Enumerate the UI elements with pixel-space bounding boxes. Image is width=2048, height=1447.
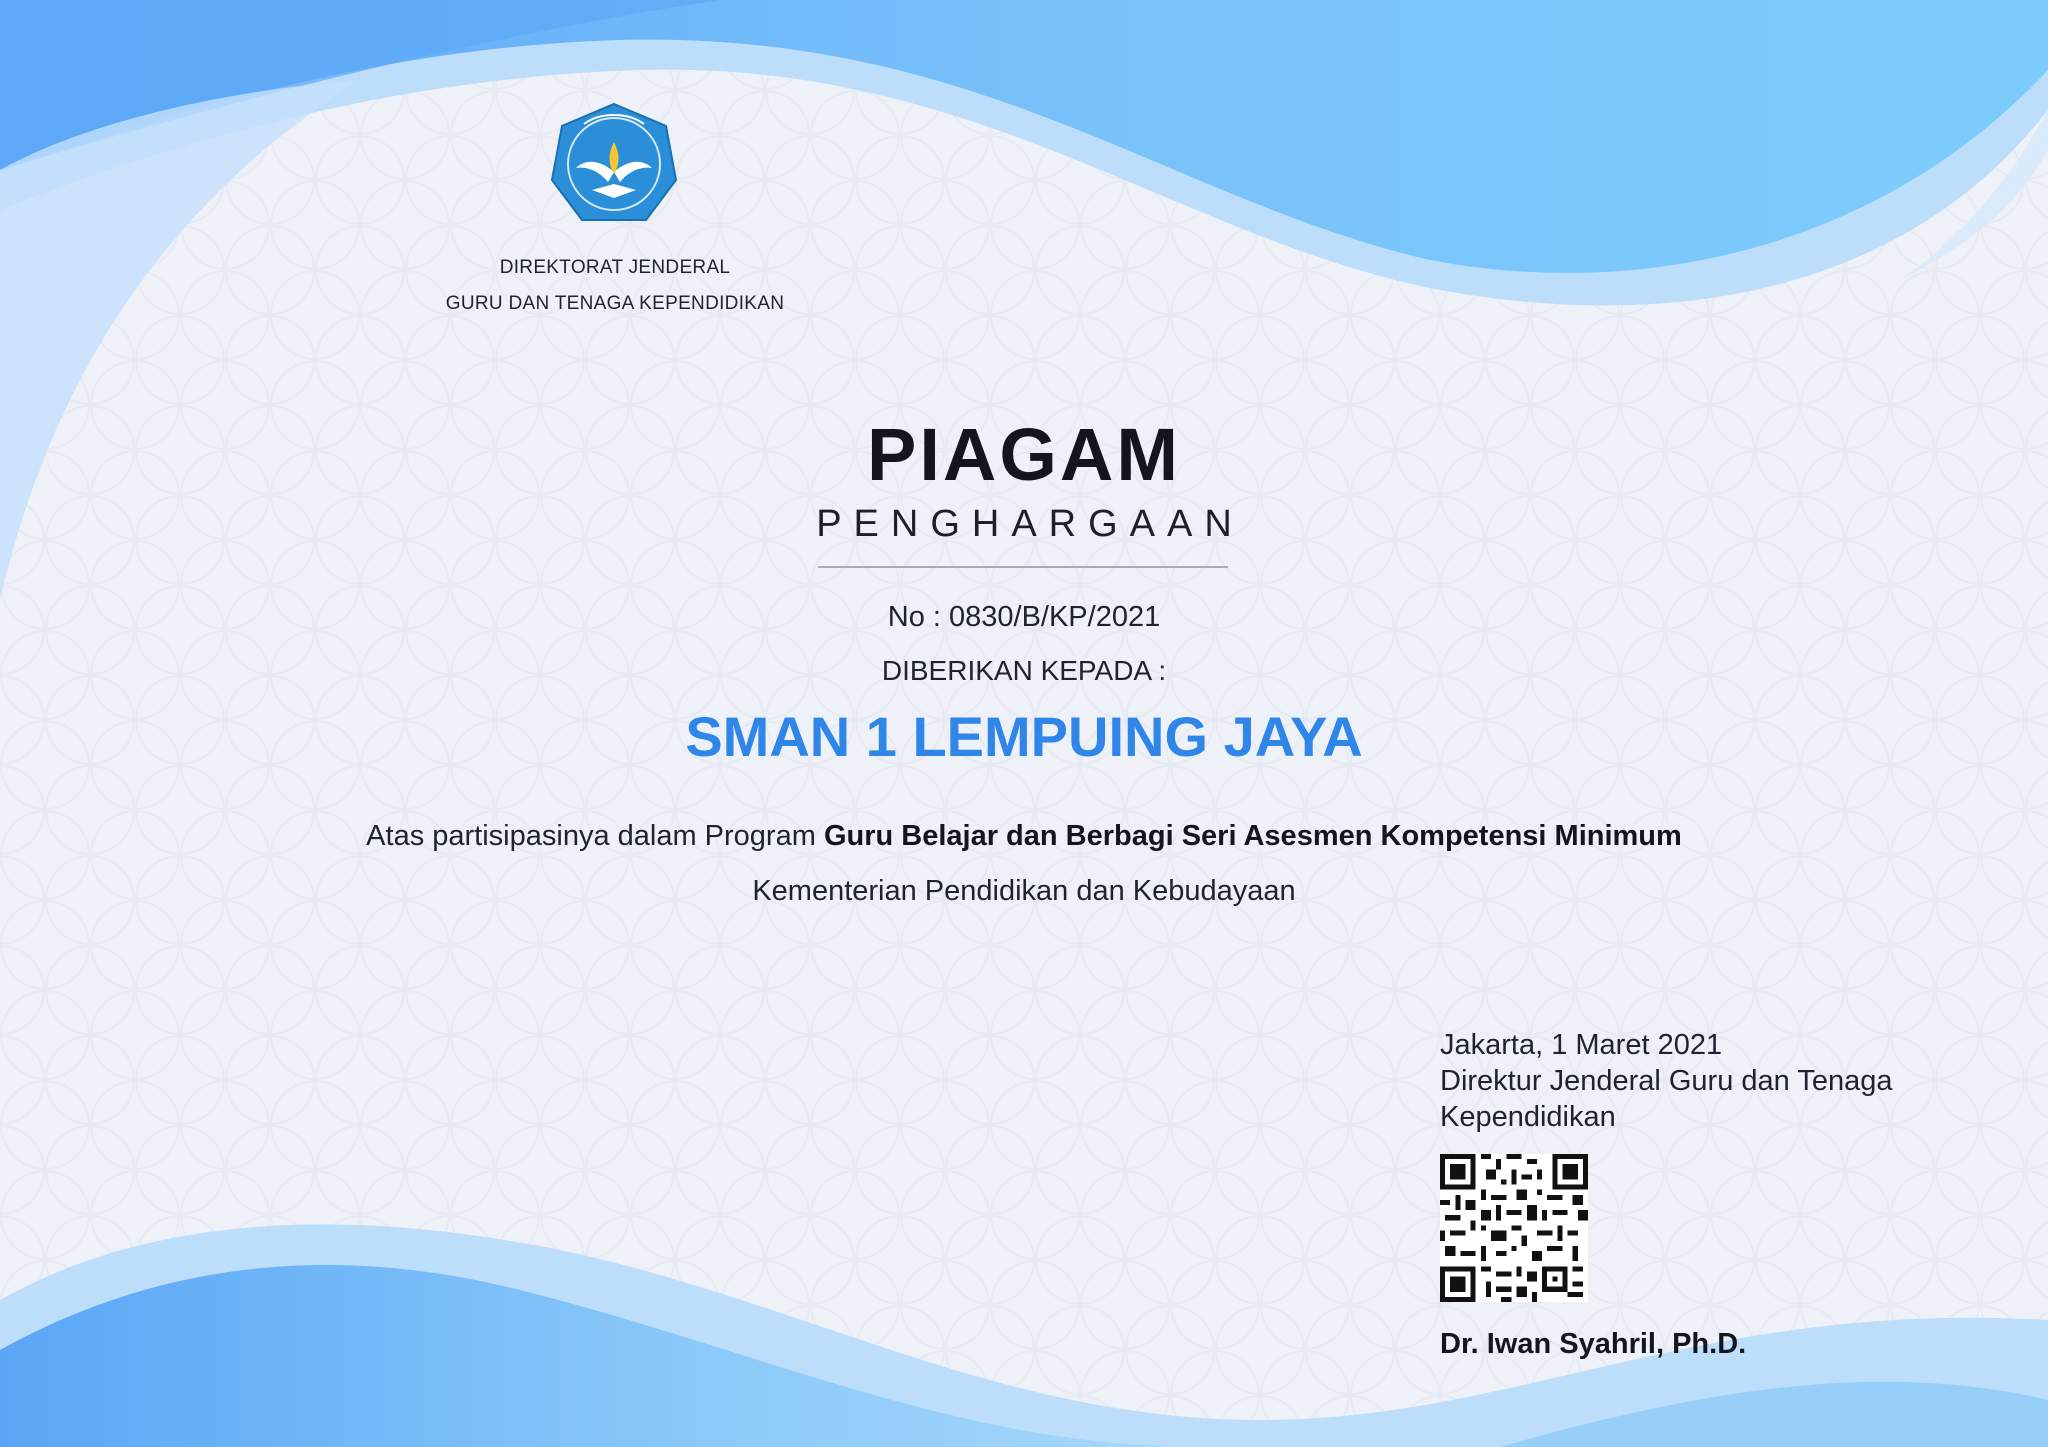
description	[0, 815, 2048, 857]
institution-name-line2: GURU DAN TENAGA KEPENDIDIKAN	[445, 293, 785, 314]
recipient-name: SMAN 1 LEMPUING JAYA	[685, 705, 1363, 768]
signature-place-date: Jakarta, 1 Maret 2021	[1440, 1029, 1723, 1061]
signatory-name: Dr. Iwan Syahril, Ph.D.	[1440, 1328, 1747, 1360]
signature-role-line2: Kependidikan	[1440, 1101, 1616, 1133]
ministry-name: Kementerian Pendidikan dan Kebudayaan	[752, 875, 1296, 907]
program-name: Guru Belajar dan Berbagi Seri Asesmen Kompetensi Minimum	[823, 820, 1682, 852]
certificate-subtitle: PENGHARGAAN	[816, 503, 1244, 545]
given-to-label: DIBERIKAN KEPADA :	[881, 655, 1167, 686]
certificate-number: No : 0830/B/KP/2021	[887, 601, 1161, 633]
tut-wuri-handayani-logo-icon	[548, 102, 680, 232]
qr-code-icon	[1440, 1154, 1588, 1302]
institution-name-line1: DIREKTORAT JENDERAL	[499, 257, 731, 278]
description-prefix: Atas partisipasinya dalam Program	[366, 820, 824, 852]
certificate-title: PIAGAM	[867, 413, 1181, 496]
signature-role-line1: Direktur Jenderal Guru dan Tenaga	[1440, 1065, 1893, 1097]
title-divider	[818, 566, 1228, 568]
